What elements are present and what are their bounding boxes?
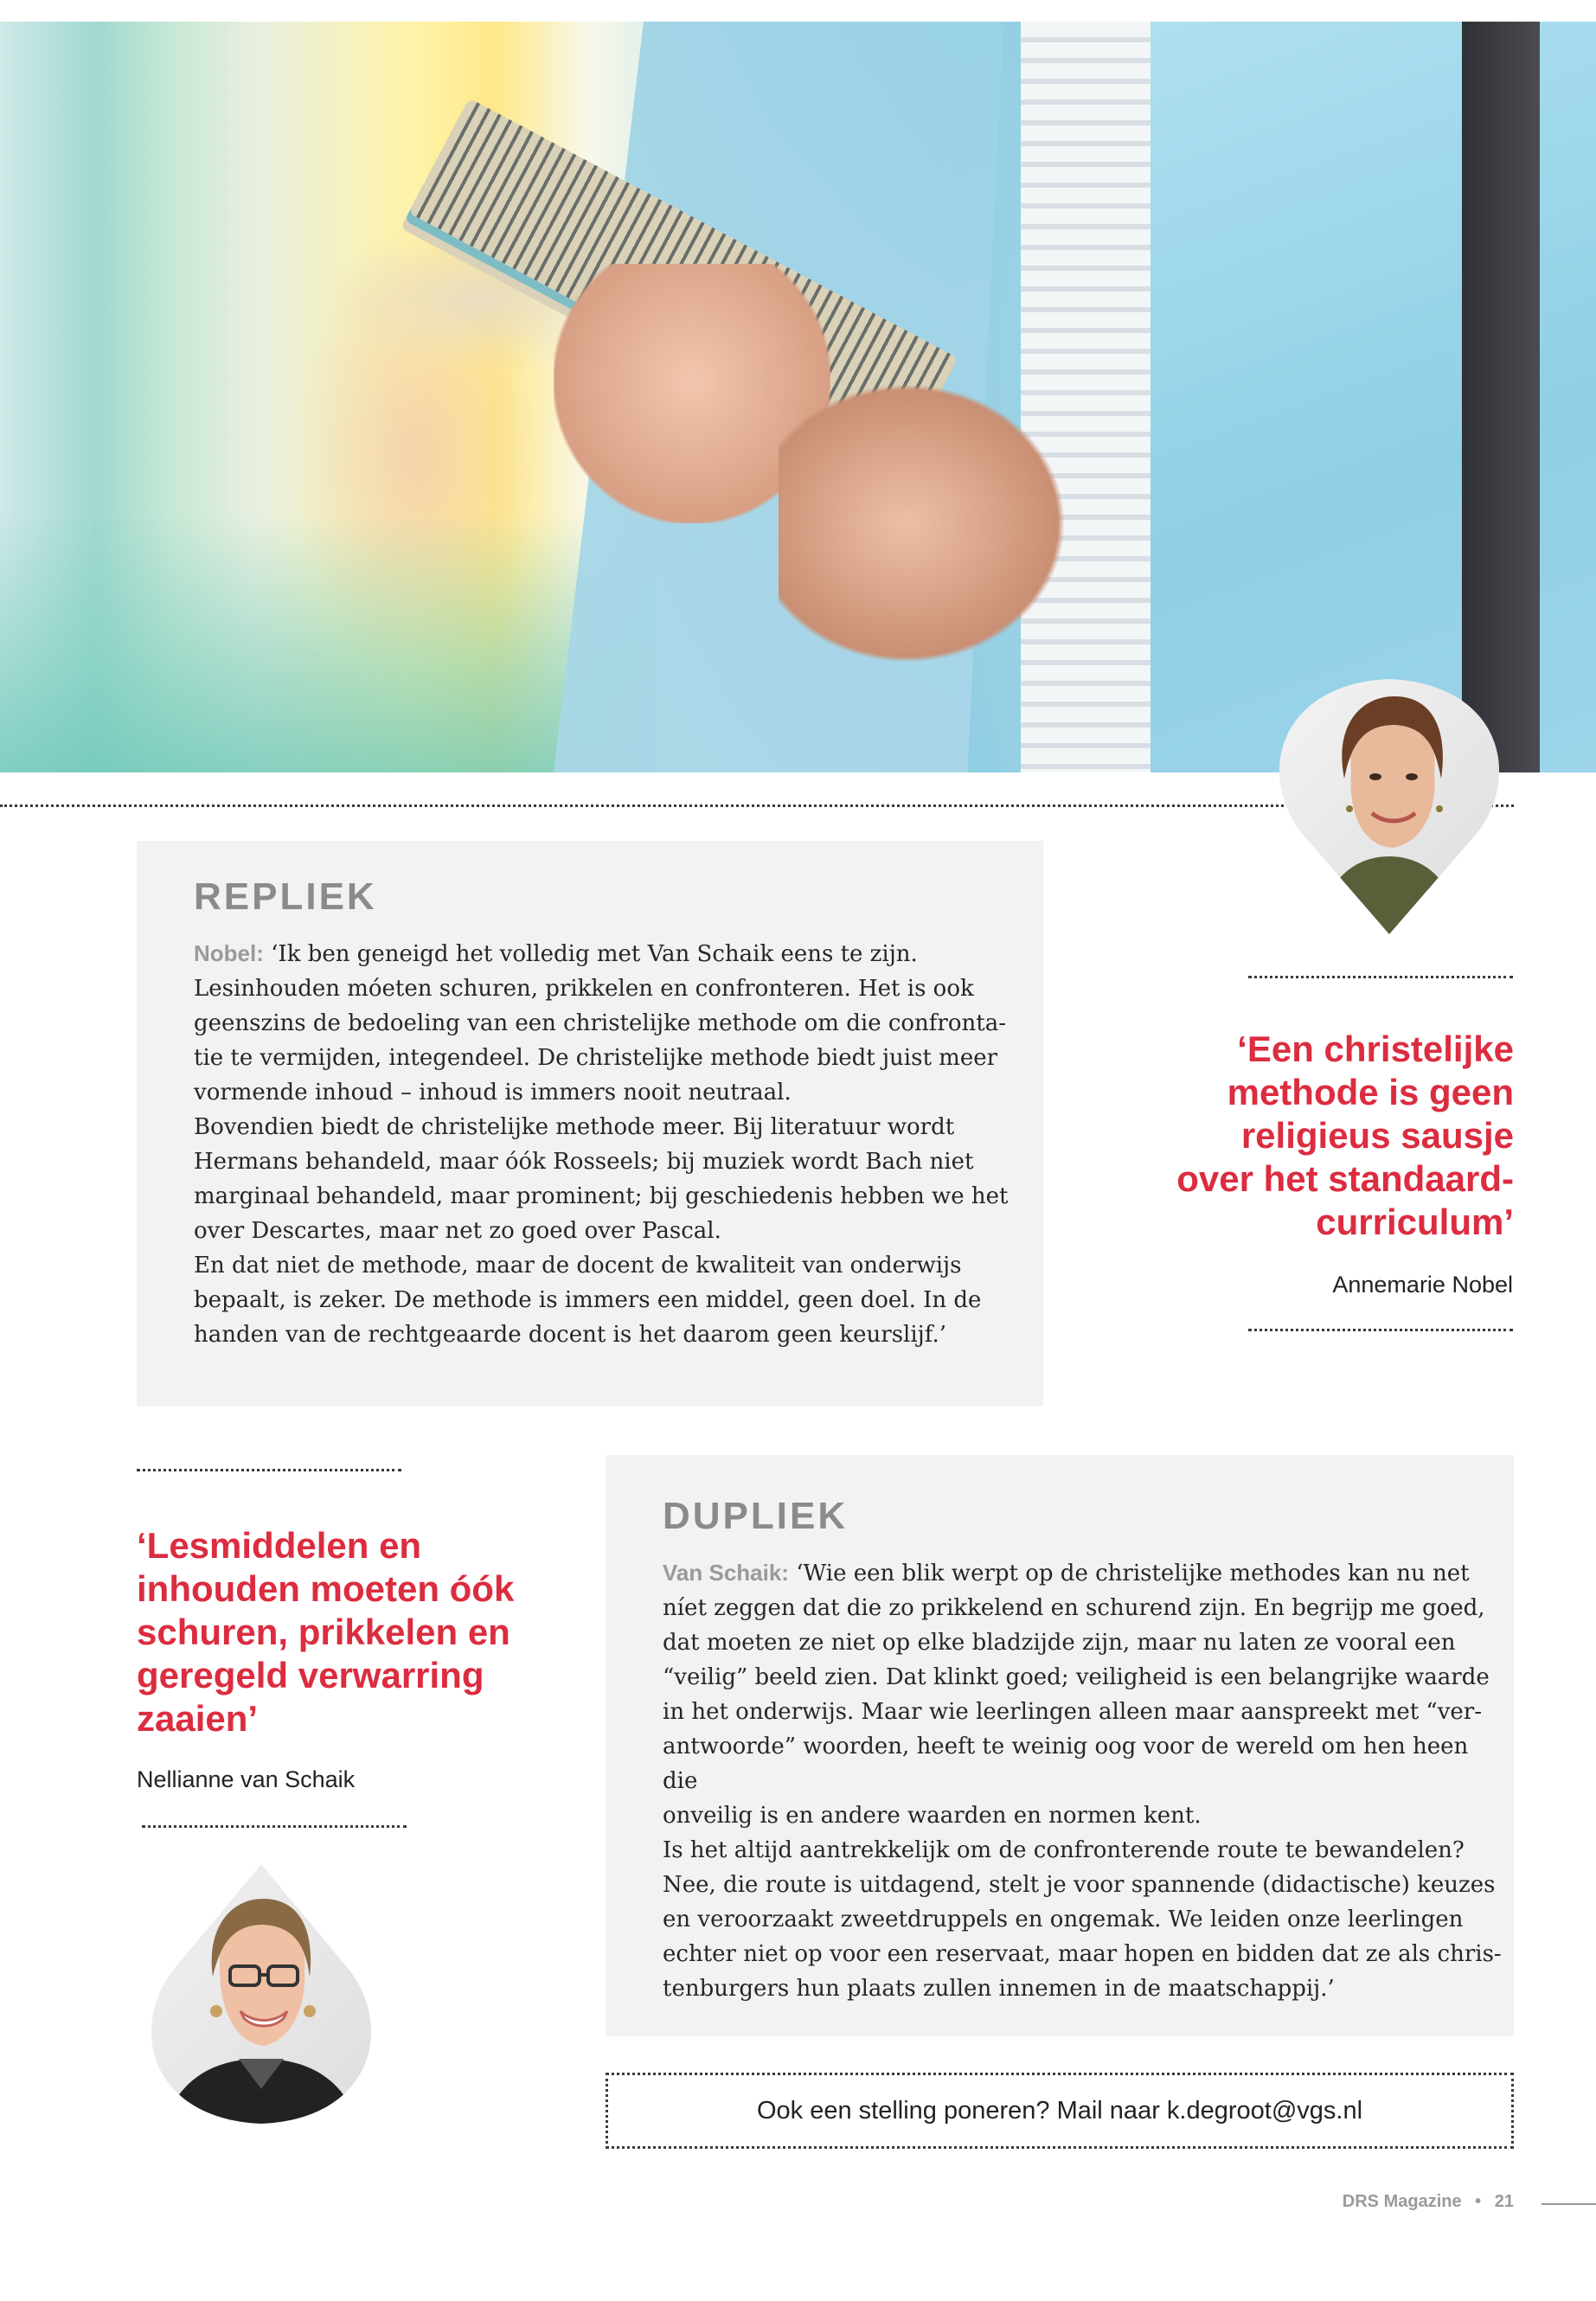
divider-top — [0, 804, 1289, 807]
quote-nobel: ‘Een christelijke methode is geen religieus sausje over het standaard- curriculum’ — [1176, 1029, 1514, 1242]
footer-separator: • — [1475, 2192, 1482, 2211]
portrait-nobel-image — [1265, 675, 1514, 934]
dupliek-heading: DUPLIEK — [663, 1495, 849, 1537]
footer-rule — [1542, 2203, 1596, 2205]
dupliek-speaker: Van Schaik: — [663, 1560, 789, 1586]
mail-callout — [606, 2073, 1514, 2149]
hero-photo — [0, 22, 1596, 772]
quote-nobel-attribution: Annemarie Nobel — [1332, 1272, 1513, 1298]
quote-nobel-rule-bottom — [1248, 1329, 1513, 1331]
quote-nobel-rule-top — [1248, 976, 1513, 978]
footer-page-number: 21 — [1494, 2192, 1514, 2211]
quote-vanschaik-rule-bottom — [142, 1825, 407, 1828]
dupliek-text: Van Schaik: ‘Wie een blik werpt op de christelijke methodes kan nu net níet zeggen dat die zo prikkelend en schurend zijn. En begrijp me goed, dat moeten ze niet op elke bladzijde zijn, maar nu laten ze vooral een “veilig” beeld zien. Dat klinkt goed; veiligheid is een belangrijke waarde in het onderwijs. Maar wie leerlingen alleen maar aanspreekt met “ver- antwoorde” woorden, heeft te weinig oog voor de wereld om hen heen die onveilig is en andere waarden en normen kent. Is het altijd aantrekkelijk om de confronterende route te bewandelen? Nee, die route is uitdagend, stelt je voor spannende (didactische) keuzes en veroorzaakt zweetdruppels en ongemak. We leiden onze leerlingen echter niet op voor een reservaat, maar hopen en bidden dat ze als chris- tenburgers hun plaats zullen innemen in de maatschappij.’ — [663, 1560, 1502, 2002]
footer-magazine: DRS Magazine — [1342, 2192, 1462, 2211]
page-footer — [1211, 2192, 1514, 2212]
dupliek-box — [606, 1455, 1514, 2036]
quote-vanschaik-rule-top — [137, 1469, 401, 1471]
portrait-vanschaik-image — [137, 1864, 386, 2128]
quote-vanschaik: ‘Lesmiddelen en inhouden moeten óók schuren, prikkelen en geregeld verwarring zaaien’ — [137, 1525, 515, 1739]
repliek-speaker: Nobel: — [194, 940, 264, 966]
portrait-nobel — [1265, 675, 1514, 934]
mail-callout-text: Ook een stelling poneren? Mail naar k.degroot@vgs.nl — [756, 2096, 1363, 2125]
portrait-vanschaik — [137, 1864, 386, 2128]
repliek-heading: REPLIEK — [194, 875, 377, 918]
quote-vanschaik-attribution: Nellianne van Schaik — [137, 1766, 356, 1792]
repliek-box — [137, 841, 1043, 1407]
repliek-text: Nobel: ‘Ik ben geneigd het volledig met Van Schaik eens te zijn. Lesinhouden móeten schuren, prikkelen en confronteren. Het is ook geenszins de bedoeling van een christelijke methode om die confronta- tie te vermijden, integendeel. De christelijke methode biedt juist meer vormende inhoud – inhoud is immers nooit neutraal. Bovendien biedt de christelijke methode meer. Bij literatuur wordt Hermans behandeld, maar óók Rosseels; bij muziek wordt Bach niet marginaal behandeld, maar prominent; bij geschiedenis hebben we het over Descartes, maar net zo goed over Pascal. En dat niet de methode, maar de docent de kwaliteit van onderwijs bepaalt, is zeker. De methode is immers een middel, geen doel. In de handen van de rechtgeaarde docent is het daarom geen keurslijf.’ — [194, 940, 1009, 1348]
